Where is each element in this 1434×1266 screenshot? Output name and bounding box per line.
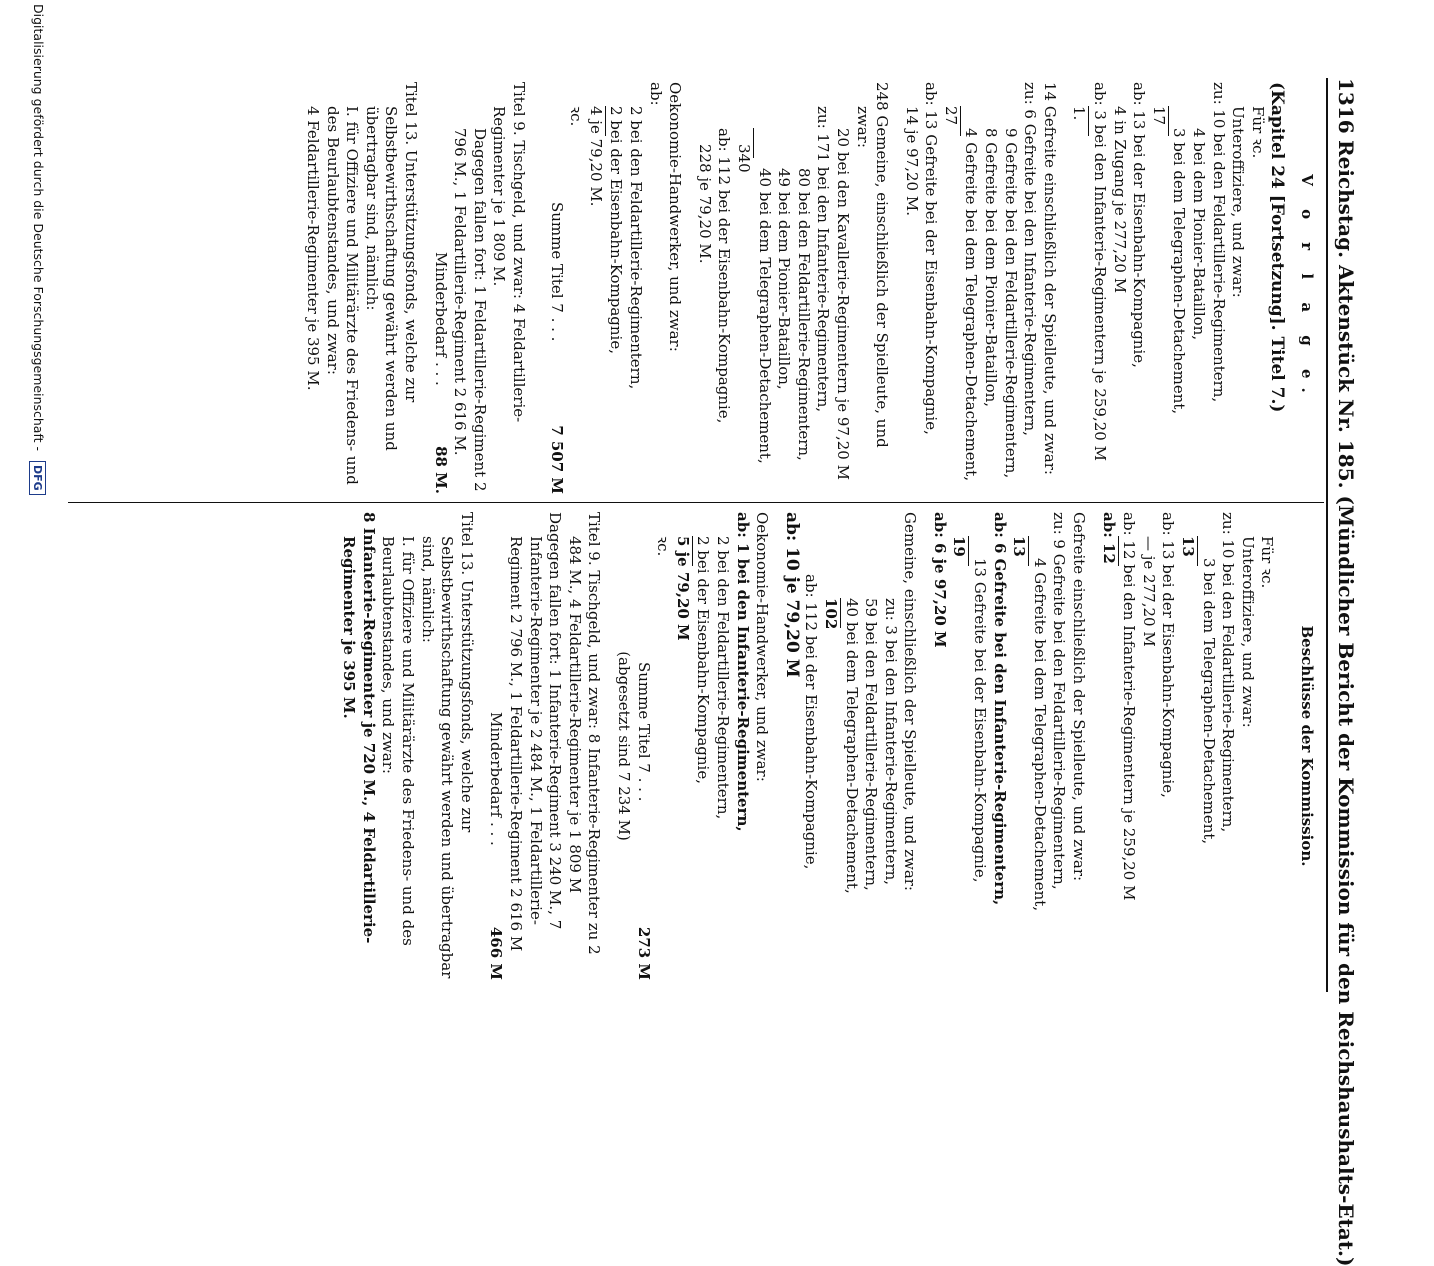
text-line: — je 277,20 M [1139,536,1158,647]
sum-rule [753,128,754,158]
text-line: 3 bei dem Telegraphen-Detachement, [1170,128,1189,415]
text-line: 80 bei den Feldartillerie-Regimentern, [794,168,813,461]
sum-row [430,82,450,494]
text-line: 14 Gefreite einschließlich der Spielleute, und zwar: [1040,82,1059,475]
text-line: 9 Gefreite bei den Feldartillerie-Regimentern, [1001,128,1020,479]
sum-row [546,82,566,494]
text-line: I. für Offiziere und Militärärzte des Friedens- und des Beurlaubtenstandes, und zwar: [379,536,418,946]
sum-note: (abgesetzt sind 7 234 M) [615,651,633,841]
column-beschluesse [339,512,1318,980]
text-line: I. für Offiziere und Militärärzte des Friedens- und des Beurlaubtenstandes, und zwar: [323,106,362,485]
sum-label: Minderbedarf . . . [431,252,450,386]
text-line: 8 Gefreite bei dem Pionier-Bataillon, [982,128,1001,408]
sum-value: 27 [941,106,960,126]
text-line: 4 in Zugang je 277,20 M [1110,106,1129,294]
text-line: ab: 112 bei der Eisenbahn-Kompagnie, [715,128,734,424]
sum-value: 102 [821,598,840,630]
text-line: 4 je 79,20 M. [586,106,605,207]
sum-row [486,512,506,980]
sum-amount: 466 M [487,926,506,980]
text-line: ab: 3 bei den Infanterie-Regimentern je 259,20 M [1091,82,1110,461]
text-line: ab: [646,82,665,106]
text-line: zu: 10 bei den Feldartillerie-Regimentern, [1219,512,1238,833]
sum-value: 340 [734,144,753,173]
text-line: 59 bei den Feldartillerie-Regimentern, [862,598,881,891]
sum-value: 13 [1179,536,1198,557]
text-line: Dagegen fallen fort: 1 Infanterie-Regiment 3 240 M., 7 Infanterie-Regimenter je 2 484 M., 1 Feldartillerie-Regiment 2 796 M., 1 Feldartillerie-Regiment 2 616 M [507,512,565,952]
column-divider [68,502,1324,503]
text-line: Unteroffiziere, und zwar: [1229,106,1248,298]
text-line: ꝛc. [567,106,586,127]
footer-text: Digitalisierung gefördert durch die Deutsche Forschungsgemeinschaft - [31,4,46,452]
text-line: ab: 1 bei den Infanterie-Regimentern, [733,512,752,832]
text-line: 3 bei dem Telegraphen-Detachement, [1199,558,1218,845]
text-line: zu: 10 bei den Feldartillerie-Regimentern, [1209,82,1228,403]
text-line: Für ꝛc. [1258,536,1277,589]
sum-amount: 273 M [634,926,653,980]
sum-row [633,512,653,980]
text-line: 40 bei dem Telegraphen-Detachement, [755,168,774,464]
sum-label: Summe Titel 7 . . . [547,202,566,342]
text-line: ab: 13 bei der Eisenbahn-Kompagnie, [1130,82,1149,368]
text-line: Oekonomie-Handwerker, und zwar: [753,512,772,782]
text-line: Titel 13. Unterstützungsfonds, welche zur Selbstbewirthschaftung gewährt werden und übertragbar sind, nämlich: [362,82,421,451]
column-title-beschluesse: Beschlüsse der Kommission. [1298,625,1316,867]
text-line: 14 je 97,20 M. [902,106,921,216]
text-line: 2 bei der Eisenbahn-Kompagnie, [694,536,713,784]
digitization-footer [29,4,46,495]
text-line: ab: 13 Gefreite bei der Eisenbahn-Kompagnie, [922,82,941,435]
header-rule [1326,78,1328,992]
text-line: 4 Gefreite bei dem Telegraphen-Detachement, [962,128,981,482]
text-line: Gefreite einschließlich der Spielleute, und zwar: [1070,512,1089,882]
text-line: 2 bei den Feldartillerie-Regimentern, [627,106,645,390]
text-line: Titel 9. Tischgeld, und zwar: 8 Infanterie-Regimenter zu 2 484 M., 4 Feldartillerie-Regimenter je 1 809 M [565,512,604,955]
page-header [1324,78,1358,1266]
text-line: ab: 10 je 79,20 M [781,512,802,678]
text-line: zu: 171 bei den Infanterie-Regimentern, [814,106,833,413]
text-line: 4 Gefreite bei dem Telegraphen-Detachement, [1030,558,1049,912]
text-line: zu: 9 Gefreite bei den Feldartillerie-Regimentern, [1050,512,1069,890]
text-line: Für ꝛc. [1248,106,1267,159]
text-line: 5 je 79,20 M [673,536,692,641]
text-line: Oekonomie-Handwerker, und zwar: [666,82,685,352]
sum-amount: 88 M. [431,446,450,494]
page-number: 1316 [1334,78,1358,134]
text-line: 2 bei den Feldartillerie-Regimentern, [713,536,732,820]
sum-value: 17 [1149,106,1168,126]
text-line: 40 bei dem Telegraphen-Detachement, [842,598,861,894]
text-line: zu: 3 bei den Infanterie-Regimentern, [881,598,900,886]
sum-value: 19 [950,536,969,557]
text-line: Dagegen fallen fort: 1 Feldartillerie-Regiment 2 796 M., 1 Feldartillerie-Regiment 2 616 M. [451,128,489,492]
text-line: 4 Feldartillerie-Regimenter je 395 M. [304,106,323,391]
sum-label: Minderbedarf . . . [487,712,506,846]
text-line: ab: 112 bei der Eisenbahn-Kompagnie, [802,574,821,870]
text-line: Titel 13. Unterstützungsfonds, welche zur Selbstbewirthschaftung gewährt werden und übertragbar sind, nämlich: [418,512,476,979]
text-line: 8 Infanterie-Regimenter je 720 M., 4 Feldartillerie-Regimenter je 395 M. [340,512,378,944]
chapter-heading: (Kapitel 24 [Fortsetzung]. Titel 7.) [1267,82,1288,413]
text-line: 228 je 79,20 M. [695,144,714,264]
text-line: 13 Gefreite bei der Eisenbahn-Kompagnie, [971,558,990,883]
text-line: zu: 6 Gefreite bei den Infanterie-Regimentern, [1021,82,1040,436]
running-title: Reichstag. Aktenstück Nr. 185. (Mündlicher Bericht der Kommission für den Reichshaushalts-Etat.) [1334,140,1358,1266]
sum-value: ab: 12 [1099,512,1118,564]
sum-value: 1. [1070,106,1089,121]
text-line: ab: 13 bei der Eisenbahn-Kompagnie, [1159,512,1178,798]
sum-amount: 7 507 M [547,425,566,494]
text-line: ab: 6 Gefreite bei den Infanterie-Regimentern, [990,512,1009,906]
text-line: 248 Gemeine, einschließlich der Spielleute, und zwar: [853,82,892,448]
text-line: 2 bei der Eisenbahn-Kompagnie, [607,106,626,354]
text-line: 49 bei dem Pionier-Bataillon, [775,168,794,390]
text-line: Titel 9. Tischgeld, und zwar: 4 Feldartillerie-Regimenter je 1 809 M. [490,82,529,423]
sum-label: Summe Titel 7 . . . [634,662,653,802]
text-line: Unteroffiziere, und zwar: [1238,536,1257,728]
text-line: ab: 6 je 97,20 M [930,512,949,648]
dfg-logo: DFG [29,461,46,495]
text-line: 4 bei dem Pionier-Bataillon, [1190,128,1209,341]
text-line: ab: 12 bei den Infanterie-Regimentern je 259,20 M [1120,512,1139,901]
text-line: Gemeine, einschließlich der Spielleute, und zwar: [901,512,920,891]
sum-value: 13 [1010,536,1029,557]
text-line: 20 bei den Kavallerie-Regimentern je 97,20 M [833,128,852,480]
text-line: ꝛc. [654,536,673,557]
column-title-vorlage: V o r l a g e. [1298,174,1316,402]
column-vorlage [303,82,1319,494]
